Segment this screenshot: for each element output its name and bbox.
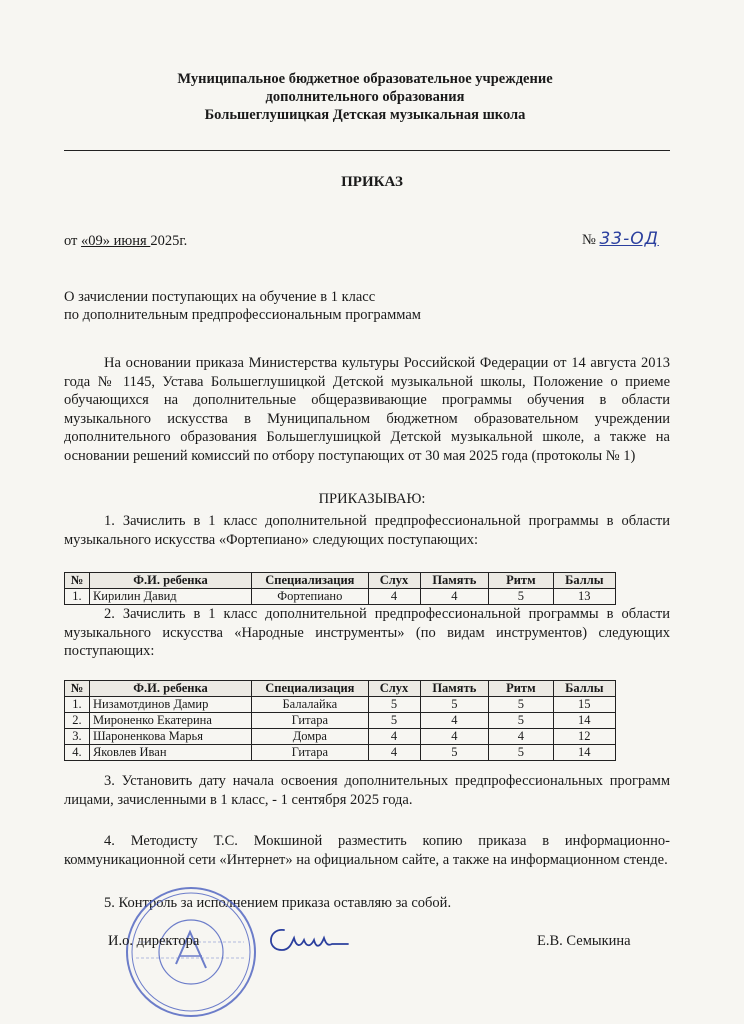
folk-instruments-admission-table: [64, 680, 616, 761]
col-score: Баллы: [553, 681, 615, 697]
col-hearing: Слух: [368, 573, 420, 589]
col-score: Баллы: [553, 573, 615, 589]
cell-hearing: 5: [368, 697, 420, 713]
col-rhythm: Ритм: [489, 681, 553, 697]
table-header-row: [65, 573, 616, 589]
cell-memory: 4: [420, 729, 489, 745]
org-line-2: дополнительного образования: [265, 89, 465, 105]
cell-spec: Гитара: [252, 713, 368, 729]
cell-num: 3.: [65, 729, 90, 745]
cell-rhythm: 5: [489, 697, 553, 713]
col-rhythm: Ритм: [489, 573, 553, 589]
cell-hearing: 4: [368, 589, 420, 605]
cell-memory: 5: [420, 745, 489, 761]
table-row: [65, 697, 616, 713]
col-hearing: Слух: [368, 681, 420, 697]
cell-name: Низамотдинов Дамир: [89, 697, 251, 713]
order-subject: [64, 288, 421, 324]
table-row: [65, 745, 616, 761]
cell-num: 1.: [65, 697, 90, 713]
cell-spec: Гитара: [252, 745, 368, 761]
table-row: [65, 589, 616, 605]
order-date: [64, 233, 187, 250]
cell-score: 12: [553, 729, 615, 745]
date-prefix: от: [64, 233, 82, 249]
date-year: 2025г.: [150, 233, 188, 249]
col-memory: Память: [420, 681, 489, 697]
cell-hearing: 4: [368, 729, 420, 745]
cell-spec: Домра: [252, 729, 368, 745]
col-num: №: [65, 681, 90, 697]
piano-admission-table: [64, 572, 616, 605]
cell-hearing: 4: [368, 745, 420, 761]
signatory-name: Е.В. Семыкина: [537, 933, 631, 949]
cell-score: 13: [553, 589, 615, 605]
cell-num: 1.: [65, 589, 90, 605]
item-2: 2. Зачислить в 1 класс дополнительной предпрофессиональной программы в области музыкального искусства «Народные инструменты» (по видам инструментов) следующих поступающих:: [64, 606, 670, 659]
cell-memory: 5: [420, 697, 489, 713]
signatory-role: И.о. директора: [108, 933, 200, 949]
col-num: №: [65, 573, 90, 589]
org-line-3: Большеглушицкая Детская музыкальная школа: [204, 107, 526, 123]
item-1: 1. Зачислить в 1 класс дополнительной предпрофессиональной программы в области музыкального искусства «Фортепиано» следующих поступающих:: [64, 513, 670, 548]
cell-spec: Фортепиано: [252, 589, 368, 605]
col-memory: Память: [420, 573, 489, 589]
cell-rhythm: 4: [489, 729, 553, 745]
item-3: 3. Установить дату начала освоения дополнительных предпрофессиональных программ лицами, зачисленными в 1 класс, - 1 сентября 2025 года.: [64, 773, 670, 808]
col-name: Ф.И. ребенка: [89, 573, 251, 589]
cell-memory: 4: [420, 589, 489, 605]
order-number: [582, 229, 659, 249]
official-stamp-icon: [118, 882, 264, 1022]
cell-score: 14: [553, 713, 615, 729]
col-spec: Специализация: [252, 681, 368, 697]
cell-memory: 4: [420, 713, 489, 729]
cell-spec: Балалайка: [252, 697, 368, 713]
preamble-paragraph: На основании приказа Министерства культуры Российской Федерации от 14 августа 2013 года № 1145, Устава Большеглушицкой Детской музыкальной школы, Положение о приеме обучающихся на дополнительные общеразвивающие программы обучения в области музыкального искусства в Муниципальном бюджетном образовательном учреждении дополнительного образования Большеглушицкой Детской музыкальной школе, а также на основании решений комиссий по отбору поступающих от 30 мая 2025 года (протоколы № 1): [64, 355, 670, 464]
subject-line-2: по дополнительным предпрофессиональным программам: [64, 307, 421, 323]
order-word: ПРИКАЗЫВАЮ:: [318, 491, 426, 507]
cell-score: 14: [553, 745, 615, 761]
cell-name: Яковлев Иван: [89, 745, 251, 761]
col-name: Ф.И. ребенка: [89, 681, 251, 697]
handwritten-signature-icon: [262, 920, 352, 960]
organization-header: [60, 70, 670, 124]
cell-rhythm: 5: [489, 713, 553, 729]
number-value: 33-ОД: [599, 229, 659, 249]
table-header-row: [65, 681, 616, 697]
number-prefix: №: [582, 232, 600, 248]
table-row: [65, 729, 616, 745]
cell-score: 15: [553, 697, 615, 713]
cell-rhythm: 5: [489, 589, 553, 605]
item-4: 4. Методисту Т.С. Мокшиной разместить копию приказа в информационно-коммуникационной сети «Интернет» на официальном сайте, а также на информационном стенде.: [64, 833, 670, 868]
cell-num: 4.: [65, 745, 90, 761]
cell-name: Мироненко Екатерина: [89, 713, 251, 729]
col-spec: Специализация: [252, 573, 368, 589]
cell-hearing: 5: [368, 713, 420, 729]
org-line-1: Муниципальное бюджетное образовательное учреждение: [177, 71, 553, 87]
table-row: [65, 713, 616, 729]
subject-line-1: О зачислении поступающих на обучение в 1 класс: [64, 289, 376, 305]
date-day: «09» июня: [81, 233, 151, 249]
cell-name: Шароненкова Марья: [89, 729, 251, 745]
cell-name: Кирилин Давид: [89, 589, 251, 605]
item-5: 5. Контроль за исполнением приказа оставляю за собой.: [104, 895, 452, 911]
cell-rhythm: 5: [489, 745, 553, 761]
header-divider: [64, 150, 670, 151]
document-title: ПРИКАЗ: [341, 174, 403, 190]
cell-num: 2.: [65, 713, 90, 729]
